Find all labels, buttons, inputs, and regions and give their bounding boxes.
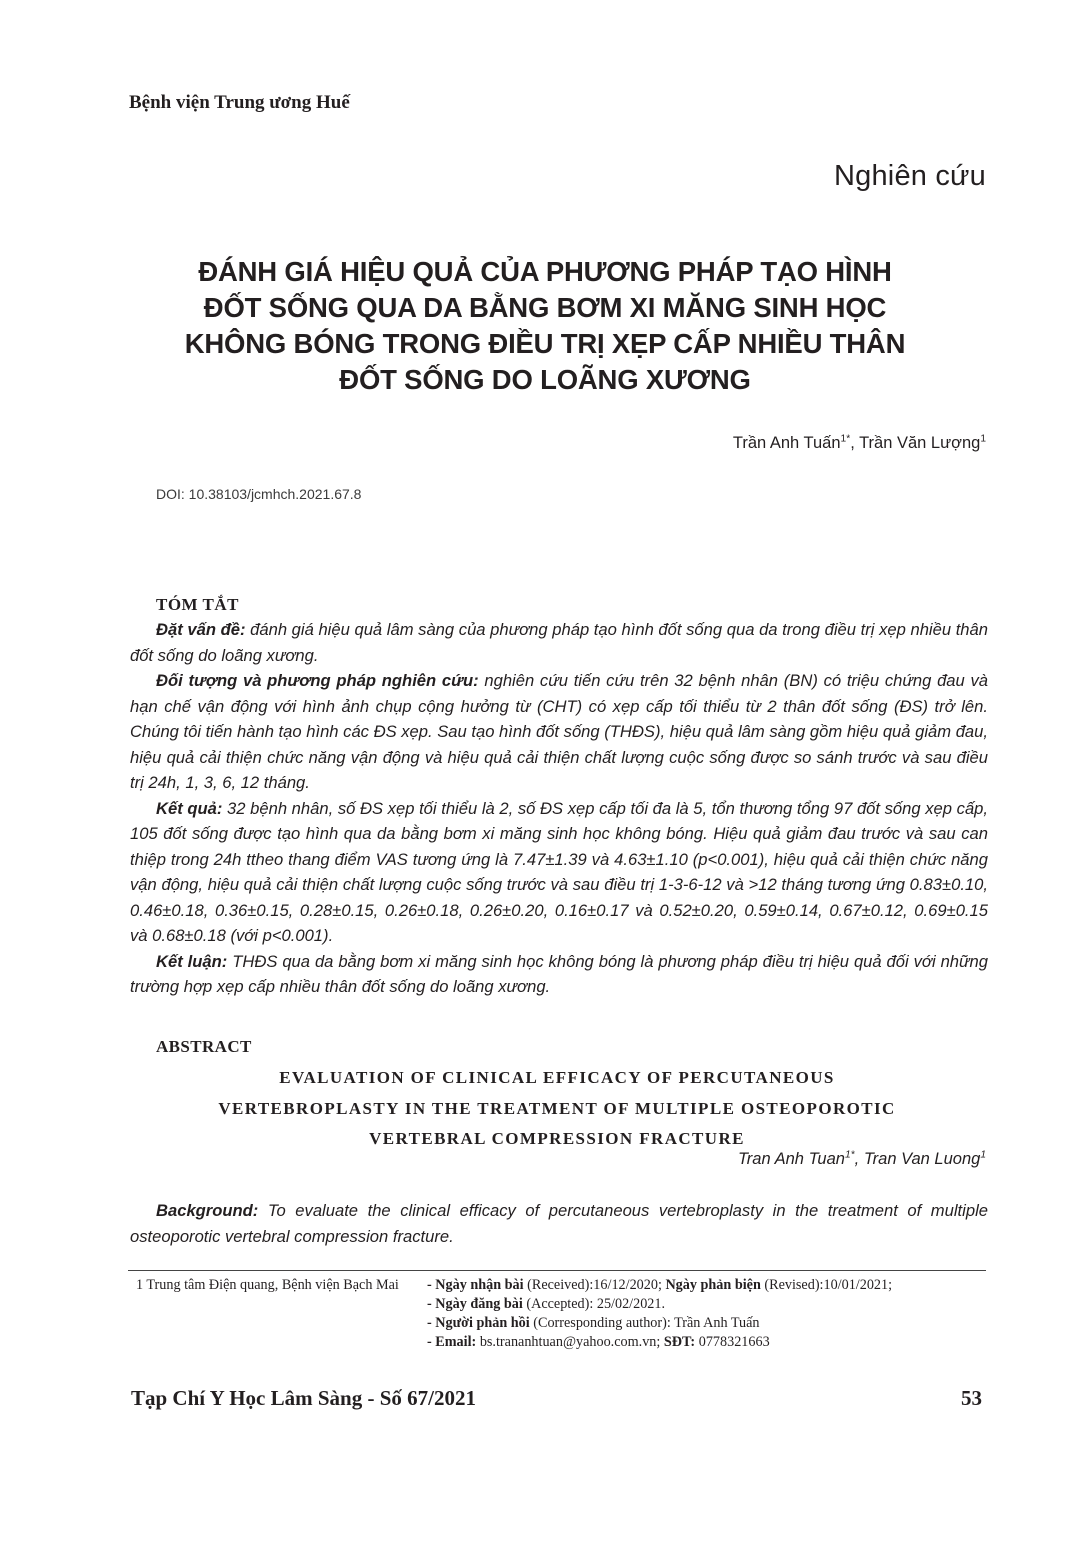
title-line: ĐỐT SỐNG DO LOÃNG XƯƠNG bbox=[339, 364, 751, 395]
abstract-paragraph bbox=[130, 668, 988, 796]
title-line: EVALUATION OF CLINICAL EFFICACY OF PERCUTANEOUS bbox=[279, 1068, 835, 1087]
abstract-heading-en: ABSTRACT bbox=[156, 1037, 252, 1056]
footnote-divider bbox=[128, 1270, 986, 1271]
received-text: (Received):16/12/2020; bbox=[523, 1277, 666, 1293]
paragraph-label: Đối tượng và phương pháp nghiên cứu: bbox=[156, 671, 479, 690]
abstract-heading-vn: TÓM TẮT bbox=[156, 595, 240, 614]
paragraph-label: Đặt vấn đề: bbox=[156, 620, 246, 639]
email-label: - Email: bbox=[427, 1334, 477, 1350]
title-line: ĐÁNH GIÁ HIỆU QUẢ CỦA PHƯƠNG PHÁP TẠO HÌNH bbox=[198, 256, 892, 287]
author-list-en bbox=[738, 1150, 986, 1169]
doi: DOI: 10.38103/jcmhch.2021.67.8 bbox=[156, 486, 362, 502]
title-line: VERTEBROPLASTY IN THE TREATMENT OF MULTIPLE OSTEOPOROTIC bbox=[218, 1098, 896, 1118]
accepted-label: - Ngày đăng bài bbox=[427, 1296, 523, 1312]
article-title-vn bbox=[140, 254, 950, 398]
author-name: Tran Anh Tuan bbox=[737, 1150, 845, 1168]
phone-label: SĐT: bbox=[663, 1334, 696, 1350]
paragraph-text: đánh giá hiệu quả lâm sàng của phương pháp tạo hình đốt sống qua da trong điều trị xẹp nhiều thân đốt sống do loãng xương. bbox=[130, 620, 988, 665]
title-line: KHÔNG BÓNG TRONG ĐIỀU TRỊ XẸP CẤP NHIỀU THÂN bbox=[184, 328, 906, 359]
paragraph-text: THĐS qua da bằng bơm xi măng sinh học không bóng là phương pháp điều trị hiệu quả đối với những trường hợp xẹp cấp nhiều thân đốt sống do loãng xương. bbox=[130, 951, 988, 996]
author-affiliation-mark: 1 bbox=[980, 1149, 986, 1161]
corresponding-label: - Người phản hồi bbox=[427, 1315, 530, 1331]
corresponding-text: (Corresponding author): Trần Anh Tuấn bbox=[529, 1315, 760, 1331]
paragraph-label: Background: bbox=[156, 1201, 259, 1220]
abstract-paragraph bbox=[130, 796, 988, 949]
page-number: 53 bbox=[961, 1386, 982, 1410]
paragraph-text: 32 bệnh nhân, số ĐS xẹp tối thiểu là 2, số ĐS xẹp cấp tối đa là 5, tổn thương tổng 97 đốt sống xẹp cấp, 105 đốt sống được tạo hình qua da bằng bơm xi măng sinh học không bóng. Hiệu quả giảm đau trước và sau can thiệp trong 24h ttheo thang điểm VAS tương ứng là 7.47±1.39 và 4.63±1.10 (p<0.001), hiệu quả cải thiện chức năng vận động, hiệu quả cải thiện chất lượng cuộc sống trước và sau điều trị 1-3-6-12 và >12 tháng tương ứng 0.83±0.10, 0.46±0.18, 0.36±0.15, 0.28±0.15, 0.26±0.18, 0.26±0.20, 0.16±0.17 và 0.52±0.20, 0.59±0.14, 0.67±0.12, 0.69±0.15 và 0.68±0.18 (với p<0.001). bbox=[130, 798, 989, 945]
paragraph-label: Kết luận: bbox=[156, 951, 228, 971]
abstract-paragraph bbox=[130, 1198, 988, 1249]
title-line: ĐỐT SỐNG QUA DA BẰNG BƠM XI MĂNG SINH HỌC bbox=[203, 292, 887, 323]
paragraph-label: Kết quả: bbox=[156, 798, 223, 818]
revised-label: Ngày phản biện bbox=[665, 1277, 761, 1293]
email-text: bs.trananhtuan@yahoo.com.vn; bbox=[476, 1334, 664, 1350]
article-title-en bbox=[140, 1063, 974, 1155]
footnote-article-info bbox=[427, 1276, 987, 1352]
author-name: Trần Văn Lượng bbox=[859, 434, 981, 452]
abstract-paragraph bbox=[130, 949, 988, 1000]
author-list-vn bbox=[733, 434, 986, 453]
contact-line bbox=[427, 1333, 987, 1352]
abstract-body-en bbox=[130, 1198, 988, 1249]
received-line bbox=[427, 1276, 987, 1295]
author-affiliation-mark: 1* bbox=[840, 433, 851, 445]
author-separator: , bbox=[854, 1150, 864, 1168]
author-affiliation-mark: 1* bbox=[844, 1149, 855, 1161]
running-footer-journal: Tạp Chí Y Học Lâm Sàng - Số 67/2021 bbox=[131, 1386, 476, 1410]
corresponding-line bbox=[427, 1314, 987, 1333]
author-name: Tran Van Luong bbox=[863, 1150, 981, 1168]
author-separator: , bbox=[850, 434, 860, 452]
revised-text: (Revised):10/01/2021; bbox=[760, 1277, 893, 1293]
received-label: - Ngày nhận bài bbox=[427, 1277, 524, 1293]
footnote-affiliation: 1 Trung tâm Điện quang, Bệnh viện Bạch Mai bbox=[136, 1277, 399, 1293]
title-line: VERTEBRAL COMPRESSION FRACTURE bbox=[369, 1129, 745, 1148]
running-header-hospital: Bệnh viện Trung ương Huế bbox=[129, 92, 350, 113]
phone-text: 0778321663 bbox=[695, 1334, 770, 1350]
author-name: Trần Anh Tuấn bbox=[732, 434, 841, 452]
abstract-paragraph bbox=[130, 617, 988, 668]
accepted-text: (Accepted): 25/02/2021. bbox=[522, 1296, 666, 1312]
paragraph-text: To evaluate the clinical efficacy of percutaneous vertebroplasty in the treatment of multiple osteoporotic vertebral compression fracture. bbox=[130, 1201, 988, 1246]
abstract-body-vn bbox=[130, 617, 988, 1000]
section-label: Nghiên cứu bbox=[834, 160, 986, 192]
paragraph-text: nghiên cứu tiến cứu trên 32 bệnh nhân (BN) có triệu chứng đau và hạn chế vận động với hình ảnh chụp cộng hưởng từ (CHT) có xẹp cấp tối thiểu từ 2 thân đốt sống (ĐS) trở lên. Chúng tôi tiến hành tạo hình các ĐS xẹp. Sau tạo hình đốt sống (THĐS), hiệu quả lâm sàng gồm hiệu quả giảm đau, hiệu quả cải thiện chức năng vận động và hiệu quả cải thiện chất lượng cuộc sống được so sánh trước và sau điều trị 24h, 1, 3, 6, 12 tháng. bbox=[130, 671, 989, 792]
accepted-line bbox=[427, 1295, 987, 1314]
author-affiliation-mark: 1 bbox=[980, 433, 986, 445]
